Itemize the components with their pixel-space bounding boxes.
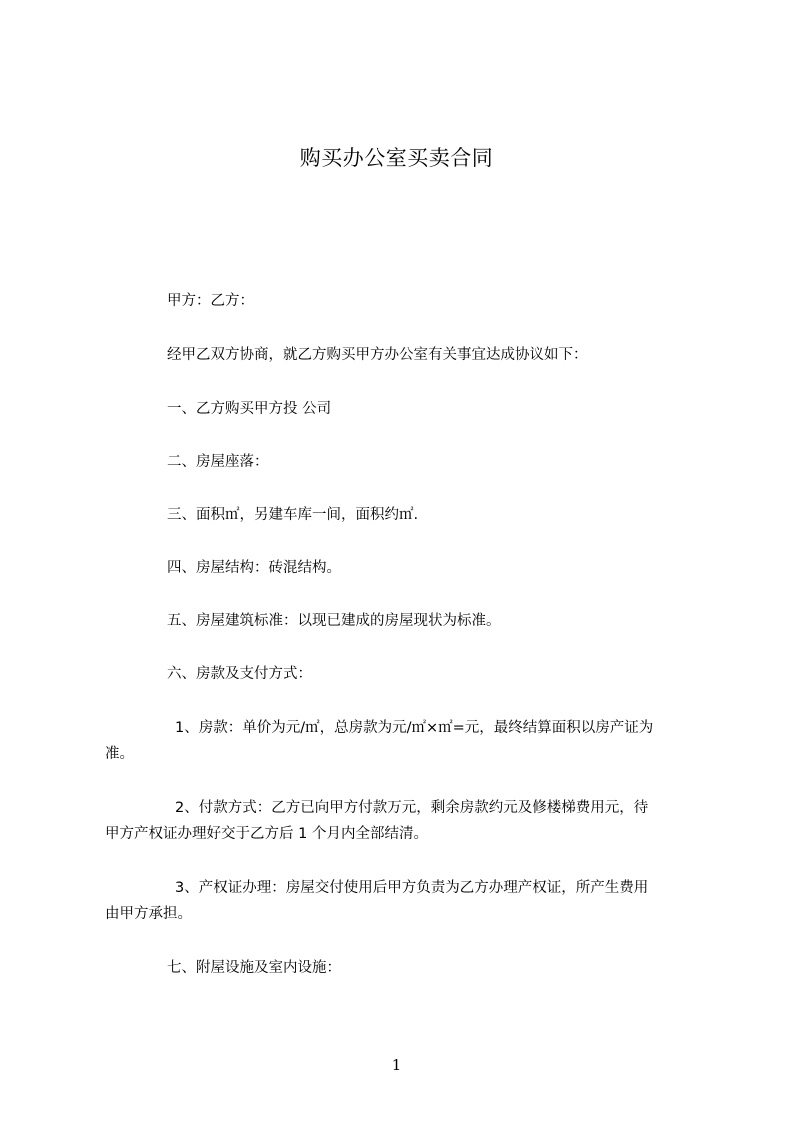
- parties-line: 甲方：乙方：: [167, 293, 254, 309]
- clause-3: 三、面积㎡，另建车库一间，面积约㎡.: [167, 507, 419, 523]
- clause-5: 五、房屋建筑标准：以现已建成的房屋现状为标准。: [167, 613, 501, 629]
- clause-6: 六、房款及支付方式：: [167, 666, 312, 682]
- item-3-line-1: 3、产权证办理：房屋交付使用后甲方负责为乙方办理产权证，所产生费用: [175, 880, 649, 896]
- item-3-line-2: 由甲方承担。: [105, 906, 192, 922]
- item-2-line-2: 甲方产权证办理好交于乙方后 1 个月内全部结清。: [105, 826, 428, 842]
- clause-7: 七、附屋设施及室内设施：: [167, 960, 341, 976]
- item-1-line-1: 1、房款：单价为元/㎡，总房款为元/㎡×㎡=元，最终结算面积以房产证为: [175, 720, 654, 736]
- item-1-line-2: 准。: [105, 746, 134, 762]
- clause-2: 二、房屋座落：: [167, 454, 269, 470]
- item-2-line-1: 2、付款方式：乙方已向甲方付款万元，剩余房款约元及修楼梯费用元，待: [175, 800, 649, 816]
- intro-paragraph: 经甲乙双方协商，就乙方购买甲方办公室有关事宜达成协议如下：: [167, 347, 588, 363]
- document-title: 购买办公室买卖合同: [299, 146, 494, 170]
- page-number: 1: [391, 1056, 402, 1074]
- clause-1: 一、乙方购买甲方投 公司: [167, 401, 332, 417]
- clause-4: 四、房屋结构：砖混结构。: [167, 560, 341, 576]
